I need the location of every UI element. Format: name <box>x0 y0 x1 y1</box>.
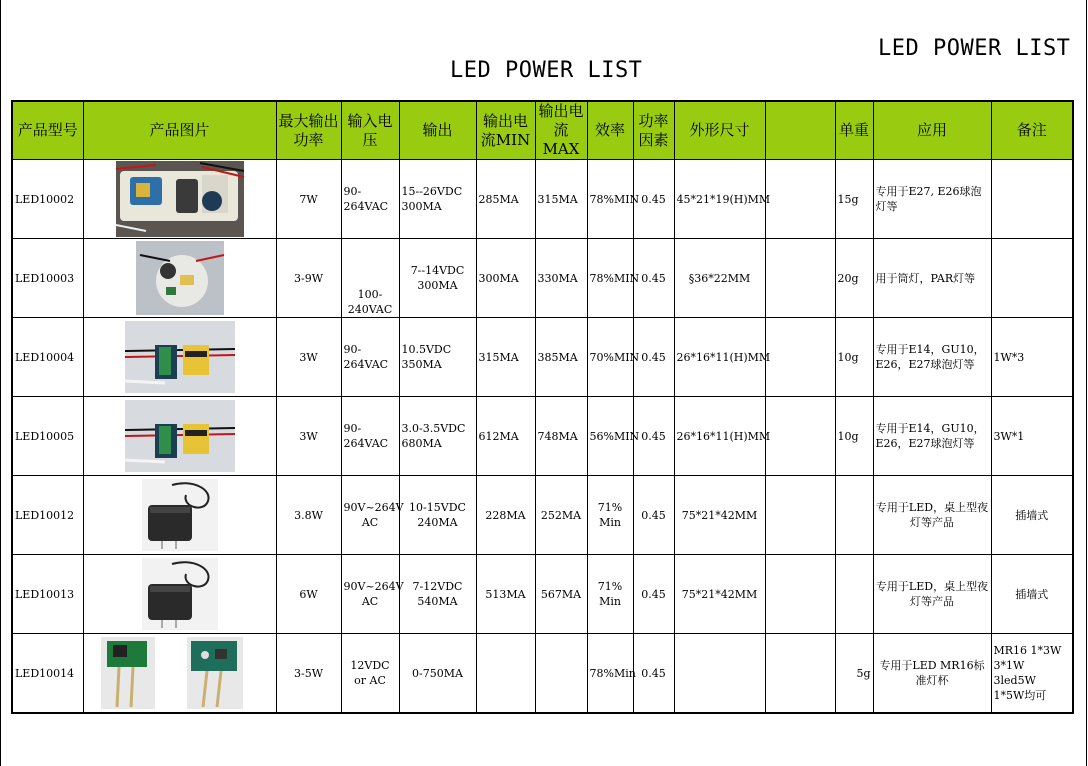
cell-weight: 20g <box>835 239 873 318</box>
table-row <box>12 555 1073 634</box>
cell-efficiency: 70%MIN <box>587 318 633 397</box>
cell-dimensions: 26*16*11(H)MM <box>674 318 765 397</box>
cell-input: 90V~264V AC <box>341 555 399 634</box>
cell-power-factor: 0.45 <box>633 555 674 634</box>
cell-current-min: 612MA <box>476 397 535 476</box>
col-header-input-voltage: 输入电压 <box>341 101 399 160</box>
cell-remarks: 1W*3 <box>991 318 1073 397</box>
cell-current-max: 567MA <box>535 555 587 634</box>
col-header-model: 产品型号 <box>12 101 83 160</box>
cell-remarks: 插墙式 <box>991 555 1073 634</box>
cell-current-min: 285MA <box>476 160 535 239</box>
cell-dimensions: 75*21*42MM <box>674 555 765 634</box>
driver-board-photo <box>116 161 244 237</box>
cell-output: 3.0-3.5VDC 680MA <box>399 397 476 476</box>
cell-current-min: 300MA <box>476 239 535 318</box>
cell-current-max: 330MA <box>535 239 587 318</box>
cell-current-max: 748MA <box>535 397 587 476</box>
cell-dimensions: 45*21*19(H)MM <box>674 160 765 239</box>
col-header-image: 产品图片 <box>83 101 276 160</box>
cell-remarks: 插墙式 <box>991 476 1073 555</box>
page-edge-left <box>0 0 1 766</box>
col-header-power-factor: 功率因素 <box>633 101 674 160</box>
cell-current-min: 315MA <box>476 318 535 397</box>
col-header-blank <box>765 101 835 160</box>
cell-image <box>83 397 276 476</box>
cell-weight: 10g <box>835 318 873 397</box>
cell-output: 10.5VDC 350MA <box>399 318 476 397</box>
mr16-driver-photo <box>87 635 273 711</box>
cell-model: LED10012 <box>12 476 83 555</box>
cell-power: 6W <box>276 555 341 634</box>
cell-weight: 5g <box>835 634 873 714</box>
cell-weight <box>835 555 873 634</box>
cell-output: 10-15VDC 240MA <box>399 476 476 555</box>
cell-efficiency: 56%MIN <box>587 397 633 476</box>
cell-efficiency: 78%MIN <box>587 160 633 239</box>
cell-efficiency: 78%Min <box>587 634 633 714</box>
col-header-output: 输出 <box>399 101 476 160</box>
cell-model: LED10013 <box>12 555 83 634</box>
cell-blank <box>765 476 835 555</box>
cell-power-factor: 0.45 <box>633 160 674 239</box>
col-header-remarks: 备注 <box>991 101 1073 160</box>
cell-application: 专用于LED，桌上型夜灯等产品 <box>873 476 991 555</box>
cell-application: 专用于E27, E26球泡灯等 <box>873 160 991 239</box>
wall-adapter-photo <box>142 479 218 551</box>
cell-current-min <box>476 634 535 714</box>
cell-dimensions: 26*16*11(H)MM <box>674 397 765 476</box>
col-header-application: 应用 <box>873 101 991 160</box>
cell-dimensions: §36*22MM <box>674 239 765 318</box>
cell-input: 90-264VAC <box>341 318 399 397</box>
cell-current-max <box>535 634 587 714</box>
round-driver-photo <box>136 241 224 315</box>
sheet-title-center: LED POWER LIST <box>450 58 643 83</box>
cell-efficiency: 78%MIN <box>587 239 633 318</box>
cell-application: 专用于LED MR16标准灯杯 <box>873 634 991 714</box>
cell-power-factor: 0.45 <box>633 318 674 397</box>
col-header-current-min: 输出电流MIN <box>476 101 535 160</box>
cell-image <box>83 634 276 714</box>
cell-power: 3W <box>276 397 341 476</box>
cell-output: 0-750MA <box>399 634 476 714</box>
table-row <box>12 634 1073 714</box>
table-row <box>12 239 1073 318</box>
small-driver-photo <box>125 400 235 472</box>
cell-blank <box>765 634 835 714</box>
cell-model: LED10014 <box>12 634 83 714</box>
header-row <box>12 101 1073 160</box>
product-table <box>11 100 1074 714</box>
cell-input: 12VDC or AC <box>341 634 399 714</box>
cell-model: LED10002 <box>12 160 83 239</box>
cell-power: 7W <box>276 160 341 239</box>
cell-remarks: MR16 1*3W 3*1W 3led5W 1*5W均可 <box>991 634 1073 714</box>
small-driver-photo <box>125 321 235 393</box>
cell-power: 3-5W <box>276 634 341 714</box>
sheet-title-right: LED POWER LIST <box>878 36 1071 61</box>
cell-efficiency: 71% Min <box>587 555 633 634</box>
cell-blank <box>765 318 835 397</box>
cell-remarks <box>991 160 1073 239</box>
cell-remarks <box>991 239 1073 318</box>
table-row <box>12 397 1073 476</box>
cell-input: 90V~264V AC <box>341 476 399 555</box>
table-row <box>12 476 1073 555</box>
cell-image <box>83 476 276 555</box>
cell-weight <box>835 476 873 555</box>
cell-current-max: 315MA <box>535 160 587 239</box>
cell-input: 90-264VAC <box>341 160 399 239</box>
cell-model: LED10003 <box>12 239 83 318</box>
cell-current-min: 228MA <box>476 476 535 555</box>
table-row <box>12 160 1073 239</box>
cell-power-factor: 0.45 <box>633 397 674 476</box>
cell-weight: 15g <box>835 160 873 239</box>
cell-current-max: 385MA <box>535 318 587 397</box>
cell-input: 90-264VAC <box>341 397 399 476</box>
cell-current-min: 513MA <box>476 555 535 634</box>
cell-blank <box>765 160 835 239</box>
cell-output: 7-12VDC 540MA <box>399 555 476 634</box>
cell-application: 专用于E14，GU10，E26，E27球泡灯等 <box>873 397 991 476</box>
cell-power: 3-9W <box>276 239 341 318</box>
cell-model: LED10005 <box>12 397 83 476</box>
cell-output: 7--14VDC 300MA <box>399 239 476 318</box>
cell-power-factor: 0.45 <box>633 239 674 318</box>
cell-blank <box>765 239 835 318</box>
cell-power-factor: 0.45 <box>633 476 674 555</box>
cell-power: 3W <box>276 318 341 397</box>
cell-image <box>83 239 276 318</box>
cell-power-factor: 0.45 <box>633 634 674 714</box>
cell-application: 用于筒灯，PAR灯等 <box>873 239 991 318</box>
cell-power: 3.8W <box>276 476 341 555</box>
cell-image <box>83 160 276 239</box>
page-edge-right <box>1086 0 1087 766</box>
cell-input: 100-240VAC <box>341 239 399 318</box>
cell-blank <box>765 397 835 476</box>
cell-current-max: 252MA <box>535 476 587 555</box>
cell-application: 专用于LED，桌上型夜灯等产品 <box>873 555 991 634</box>
cell-application: 专用于E14，GU10，E26，E27球泡灯等 <box>873 318 991 397</box>
col-header-dimensions: 外形尺寸 <box>674 101 765 160</box>
cell-efficiency: 71% Min <box>587 476 633 555</box>
cell-blank <box>765 555 835 634</box>
cell-remarks: 3W*1 <box>991 397 1073 476</box>
col-header-weight: 单重 <box>835 101 873 160</box>
table-row <box>12 318 1073 397</box>
cell-dimensions <box>674 634 765 714</box>
cell-weight: 10g <box>835 397 873 476</box>
cell-image <box>83 318 276 397</box>
cell-image <box>83 555 276 634</box>
col-header-max-power: 最大输出功率 <box>276 101 341 160</box>
col-header-efficiency: 效率 <box>587 101 633 160</box>
cell-output: 15--26VDC 300MA <box>399 160 476 239</box>
col-header-current-max: 输出电流MAX <box>535 101 587 160</box>
wall-adapter-photo <box>142 558 218 630</box>
cell-model: LED10004 <box>12 318 83 397</box>
cell-dimensions: 75*21*42MM <box>674 476 765 555</box>
